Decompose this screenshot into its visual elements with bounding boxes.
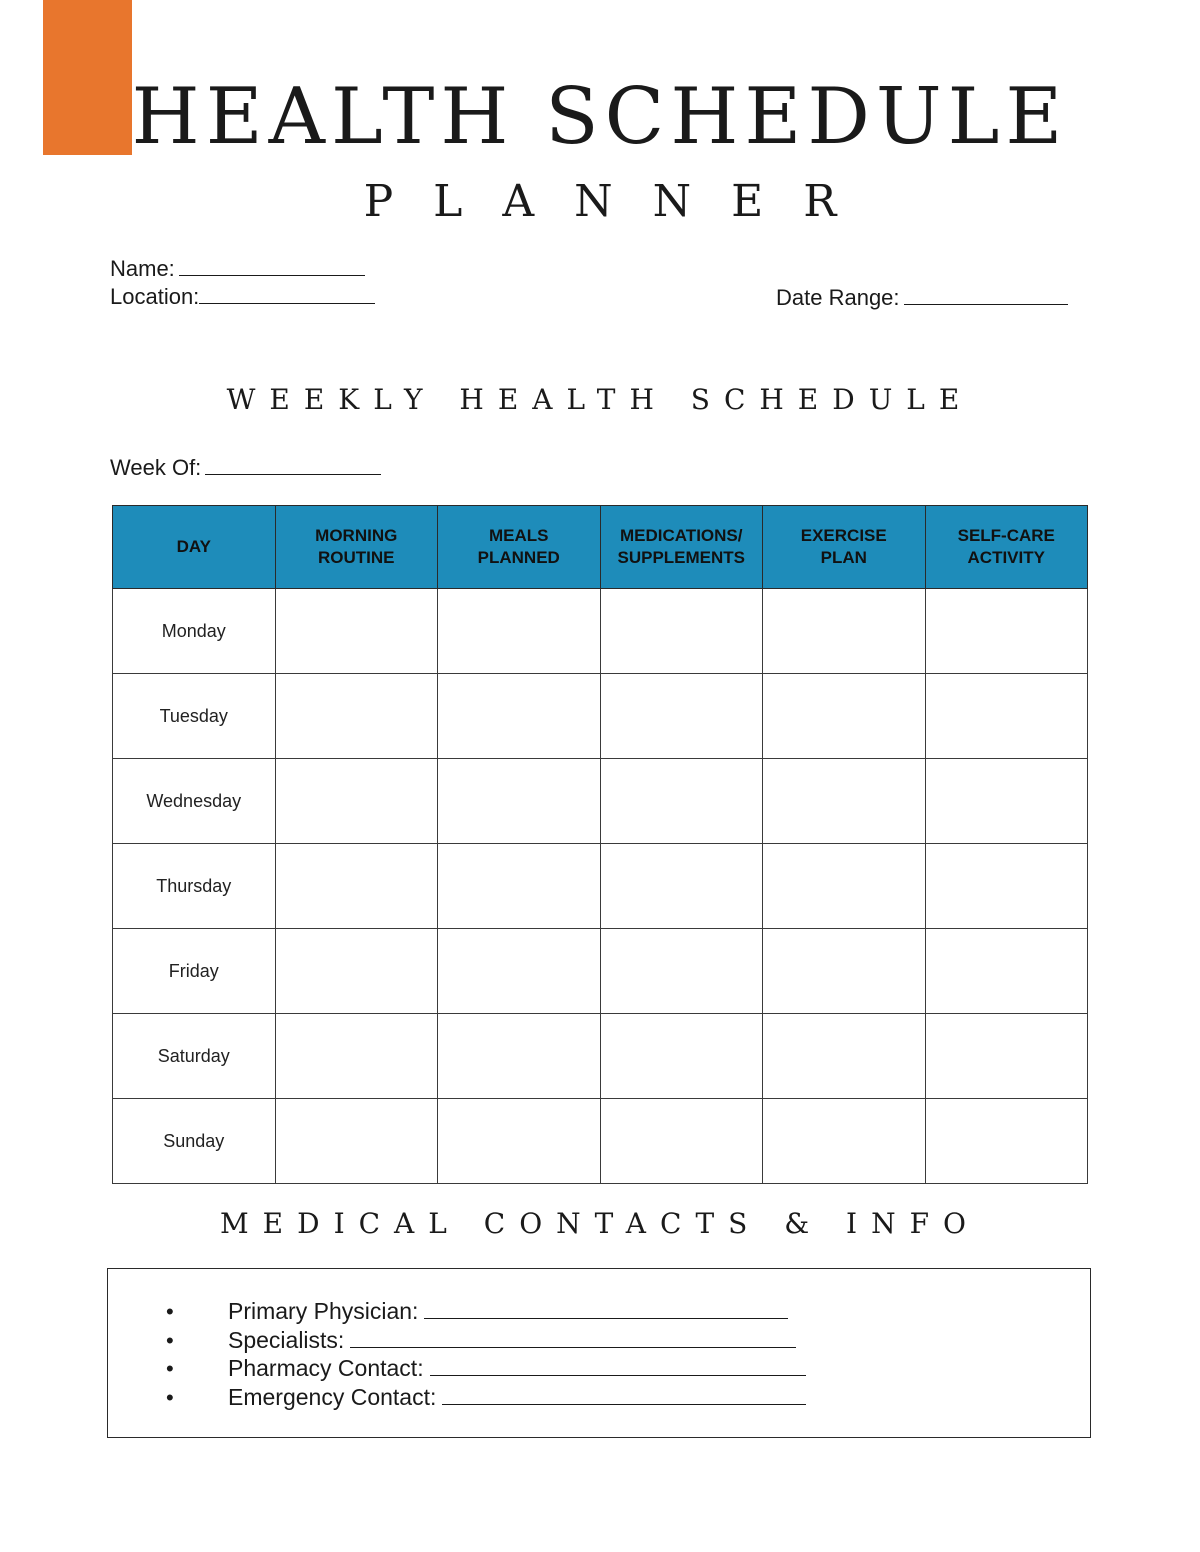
table-cell[interactable]: [275, 1099, 438, 1184]
table-cell[interactable]: [763, 1099, 926, 1184]
table-cell[interactable]: [600, 1099, 763, 1184]
column-header-medications: MEDICATIONS/ SUPPLEMENTS: [600, 506, 763, 589]
table-cell[interactable]: [600, 759, 763, 844]
table-cell[interactable]: [600, 589, 763, 674]
table-cell[interactable]: [275, 589, 438, 674]
table-row: [113, 1099, 1088, 1184]
contact-label: Primary Physician:: [228, 1298, 419, 1324]
table-cell[interactable]: [600, 844, 763, 929]
bullet-icon: •: [166, 1356, 174, 1381]
table-row: [113, 1014, 1088, 1099]
location-input-line[interactable]: [199, 303, 375, 304]
table-cell[interactable]: [438, 844, 601, 929]
table-cell[interactable]: [438, 674, 601, 759]
table-cell[interactable]: [925, 929, 1088, 1014]
day-cell: Tuesday: [113, 674, 276, 759]
week-of-label: Week Of:: [110, 455, 202, 480]
location-field[interactable]: [110, 286, 375, 308]
page-subtitle: PLANNER: [363, 176, 877, 227]
table-cell[interactable]: [600, 674, 763, 759]
column-header-self-care: SELF-CARE ACTIVITY: [925, 506, 1088, 589]
day-cell: Friday: [113, 929, 276, 1014]
contact-label: Pharmacy Contact:: [228, 1355, 424, 1381]
table-cell[interactable]: [763, 929, 926, 1014]
date-range-label: Date Range:: [776, 285, 900, 310]
bullet-icon: •: [166, 1299, 174, 1324]
week-of-input-line[interactable]: [205, 474, 381, 475]
table-cell[interactable]: [600, 929, 763, 1014]
table-cell[interactable]: [763, 1014, 926, 1099]
table-cell[interactable]: [925, 674, 1088, 759]
table-row: [113, 759, 1088, 844]
day-cell: Saturday: [113, 1014, 276, 1099]
table-cell[interactable]: [275, 844, 438, 929]
contact-input-line[interactable]: [350, 1347, 796, 1348]
table-cell[interactable]: [438, 589, 601, 674]
table-cell[interactable]: [275, 759, 438, 844]
table-cell[interactable]: [763, 844, 926, 929]
table-cell[interactable]: [925, 589, 1088, 674]
table-row: [113, 844, 1088, 929]
table-cell[interactable]: [763, 759, 926, 844]
table-cell[interactable]: [600, 1014, 763, 1099]
contact-input-line[interactable]: [424, 1318, 788, 1319]
bullet-icon: •: [166, 1327, 174, 1353]
table-cell[interactable]: [925, 1099, 1088, 1184]
column-header-meals-planned: MEALS PLANNED: [438, 506, 601, 589]
table-cell[interactable]: [438, 1099, 601, 1184]
day-cell: Thursday: [113, 844, 276, 929]
column-header-day: DAY: [113, 506, 276, 589]
table-cell[interactable]: [925, 759, 1088, 844]
name-label: Name:: [110, 256, 175, 281]
contact-input-line[interactable]: [442, 1404, 806, 1405]
contacts-list: [166, 1297, 806, 1411]
week-of-field[interactable]: [110, 457, 381, 479]
day-cell: Wednesday: [113, 759, 276, 844]
medical-contacts-box: [107, 1268, 1091, 1438]
table-cell[interactable]: [438, 1014, 601, 1099]
date-range-field[interactable]: [776, 287, 1068, 309]
column-header-exercise-plan: EXERCISE PLAN: [763, 506, 926, 589]
table-cell[interactable]: [275, 674, 438, 759]
list-item[interactable]: [166, 1297, 806, 1326]
list-item[interactable]: [166, 1383, 806, 1412]
name-field[interactable]: [110, 258, 365, 280]
list-item[interactable]: [166, 1326, 806, 1355]
table-row: [113, 589, 1088, 674]
name-input-line[interactable]: [179, 275, 365, 276]
table-cell[interactable]: [763, 589, 926, 674]
table-cell[interactable]: [925, 1014, 1088, 1099]
table-cell[interactable]: [275, 929, 438, 1014]
location-label: Location:: [110, 284, 200, 309]
table-cell[interactable]: [925, 844, 1088, 929]
table-row: [113, 674, 1088, 759]
weekly-schedule-table: [112, 505, 1088, 1184]
day-cell: Monday: [113, 589, 276, 674]
contact-label: Emergency Contact:: [228, 1383, 437, 1410]
table-row: [113, 929, 1088, 1014]
day-cell: Sunday: [113, 1099, 276, 1184]
table-header-row: [113, 506, 1088, 589]
table-cell[interactable]: [275, 1014, 438, 1099]
date-range-input-line[interactable]: [904, 304, 1068, 305]
column-header-morning-routine: MORNING ROUTINE: [275, 506, 438, 589]
medical-contacts-heading: MEDICAL CONTACTS & INFO: [220, 1207, 980, 1240]
table-cell[interactable]: [763, 674, 926, 759]
list-item[interactable]: [166, 1354, 806, 1383]
table-cell[interactable]: [438, 929, 601, 1014]
weekly-schedule-heading: WEEKLY HEALTH SCHEDULE: [226, 383, 974, 416]
bullet-icon: •: [166, 1384, 174, 1410]
contact-input-line[interactable]: [430, 1375, 806, 1376]
contact-label: Specialists:: [228, 1326, 345, 1353]
table-cell[interactable]: [438, 759, 601, 844]
page-title: HEALTH SCHEDULE: [131, 72, 1069, 162]
